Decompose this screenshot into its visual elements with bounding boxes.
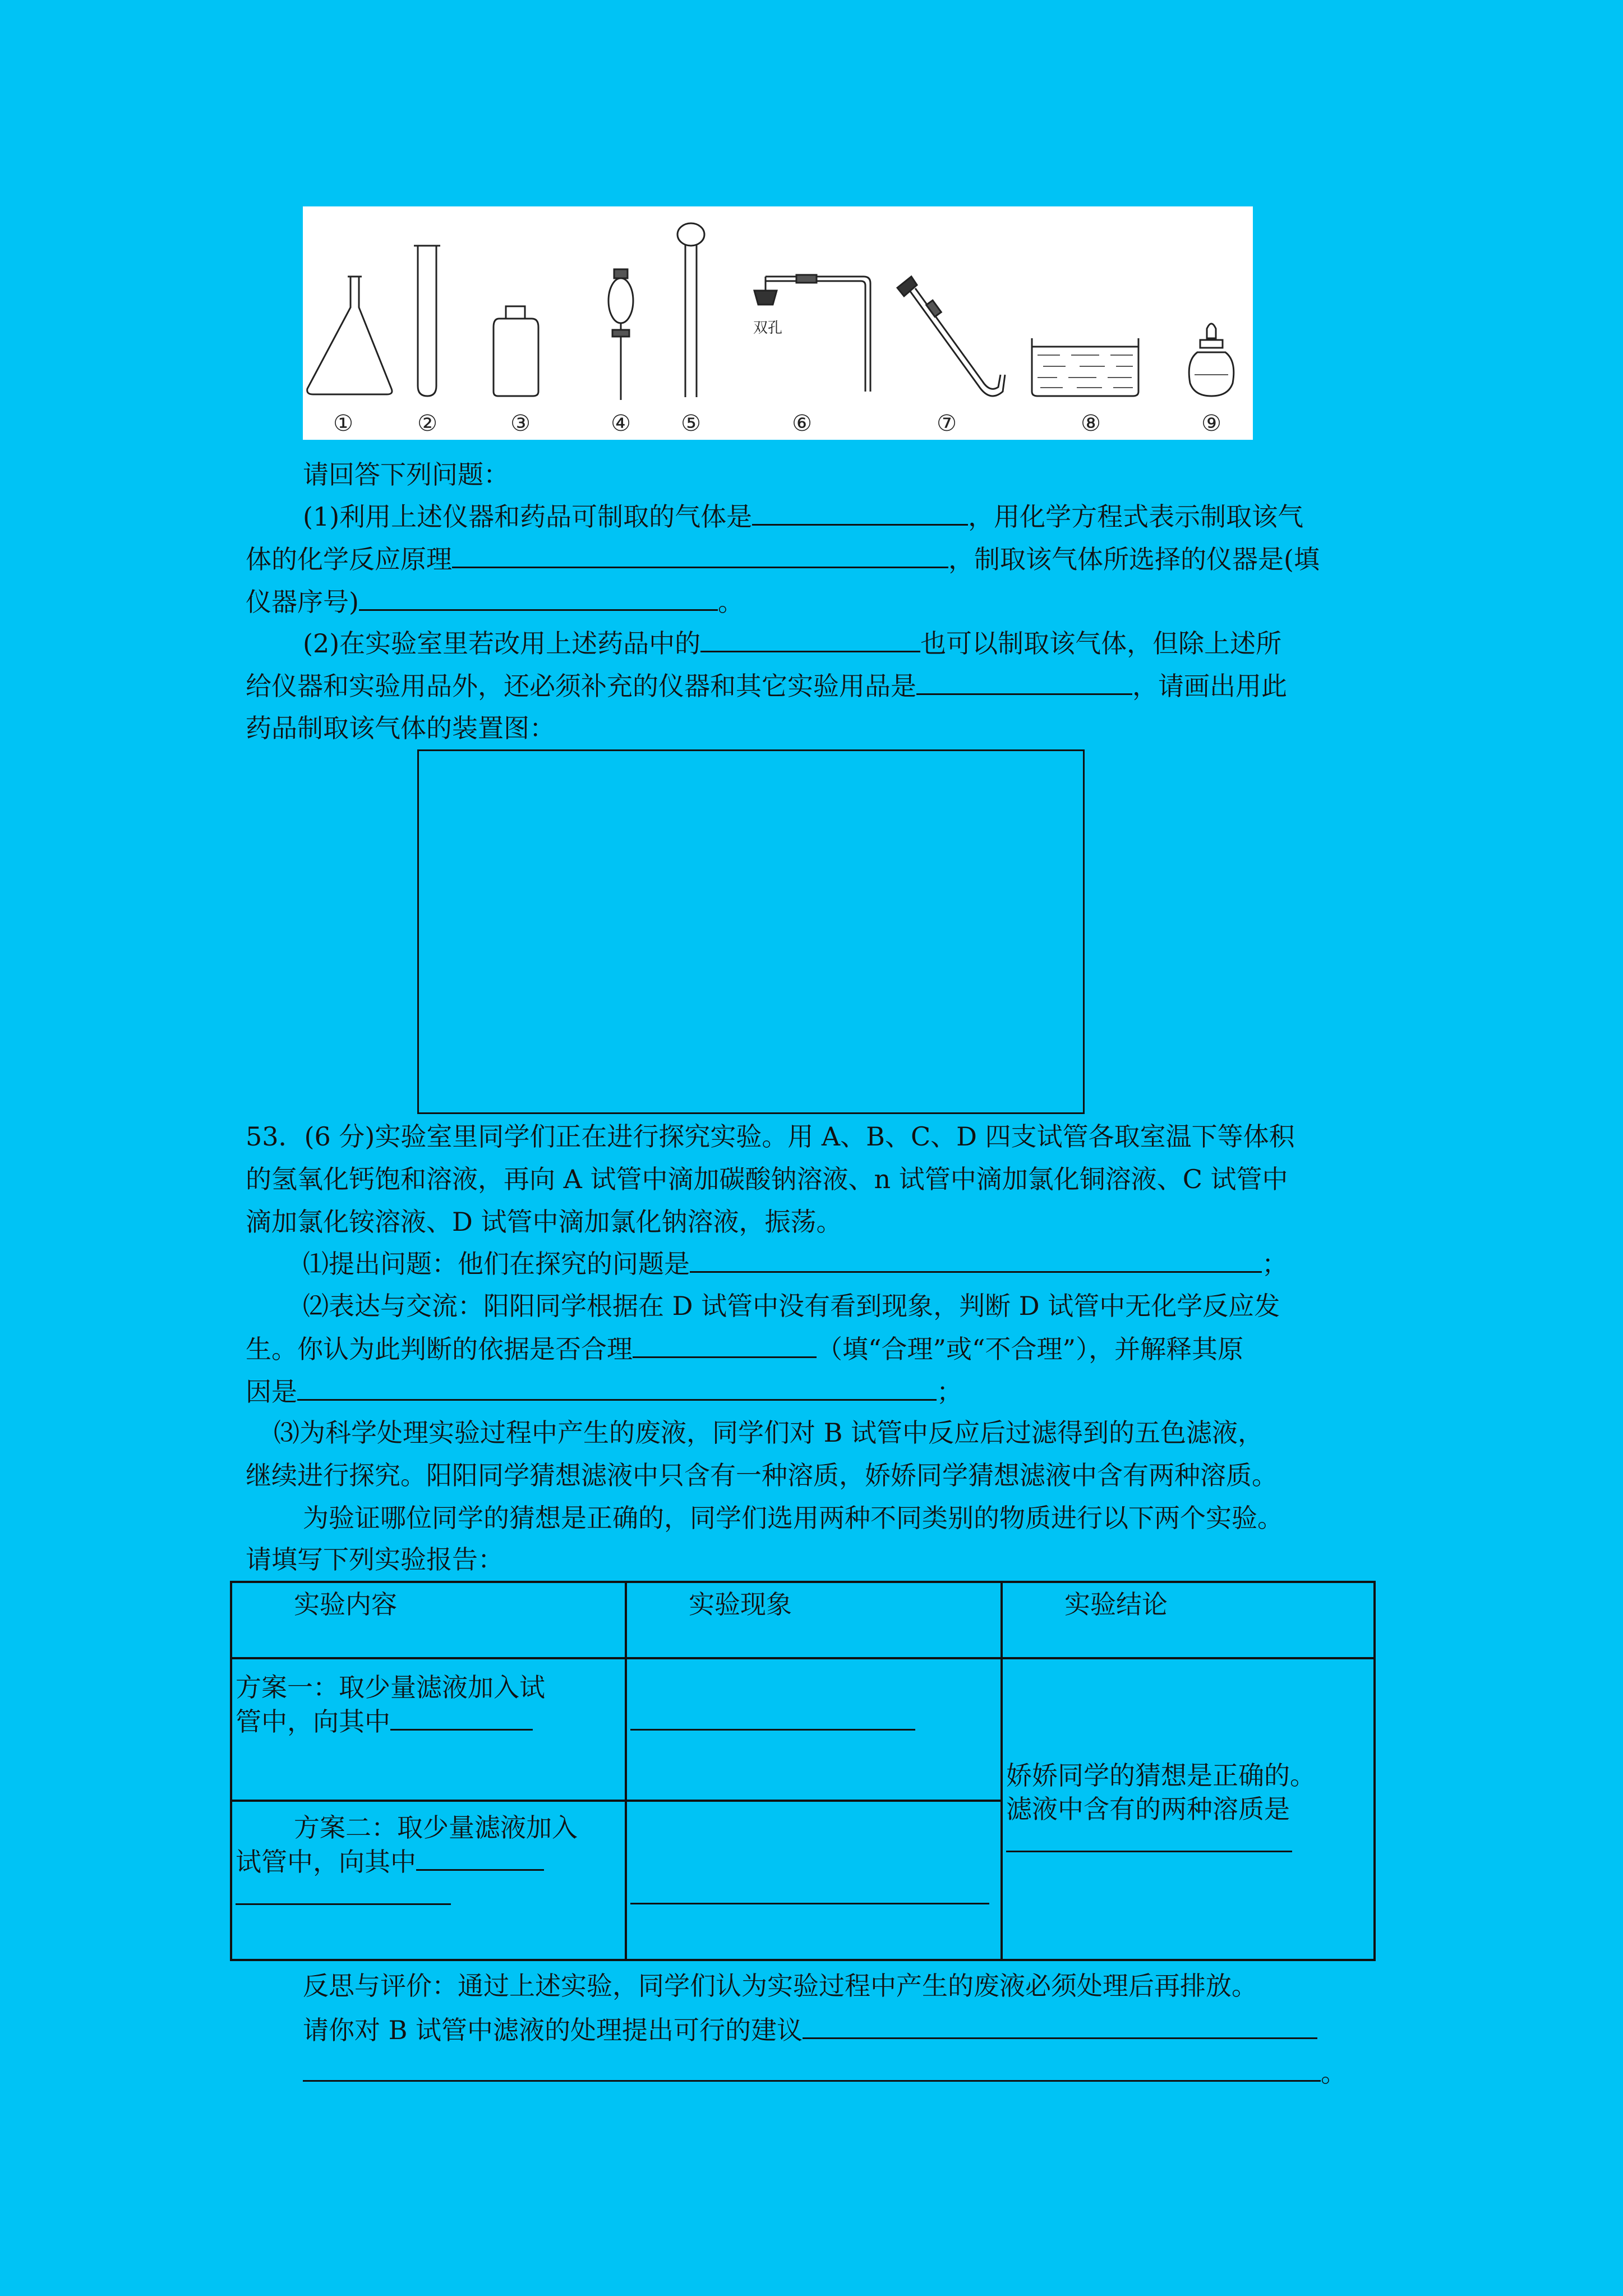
q2-text-2b: ，请画出用此 bbox=[1132, 671, 1287, 701]
suggestion-answer-blank-2[interactable] bbox=[303, 2055, 1321, 2082]
q1-line2 bbox=[246, 542, 1320, 576]
water-trough-icon bbox=[1032, 338, 1138, 396]
conclusion-line1: 娇娇同学的猜想是正确的。 bbox=[1006, 1760, 1316, 1791]
q53-part2-text-c: 因是 bbox=[246, 1377, 297, 1407]
q53-part1-end: ； bbox=[1262, 1249, 1288, 1279]
separatory-funnel-icon bbox=[608, 269, 633, 400]
q53-part3-line1: ⑶为科学处理实验过程中产生的废液，同学们对 B 试管中反应后过滤得到的五色滤液， bbox=[274, 1418, 1264, 1448]
supplies-answer-blank[interactable] bbox=[916, 669, 1132, 695]
gas-answer-blank[interactable] bbox=[752, 499, 968, 526]
reasonable-answer-blank[interactable] bbox=[633, 1332, 817, 1358]
plan2-reagent-blank-2[interactable] bbox=[236, 1879, 451, 1905]
plan2-line2: 试管中，向其中 bbox=[236, 1847, 416, 1877]
label-2: ② bbox=[417, 411, 437, 436]
q1-line1 bbox=[303, 499, 1303, 533]
label-1: ① bbox=[333, 411, 353, 436]
label-3: ③ bbox=[510, 411, 531, 436]
plan1-line2: 管中，向其中 bbox=[236, 1706, 390, 1737]
header-content: 实验内容 bbox=[231, 1582, 626, 1658]
plan2-phenomenon[interactable] bbox=[626, 1801, 1002, 1960]
header-phenomenon: 实验现象 bbox=[626, 1582, 1002, 1658]
reflect-end: 。 bbox=[1321, 2058, 1347, 2088]
table-row-plan1 bbox=[231, 1658, 1375, 1801]
test-tube-icon bbox=[414, 246, 440, 396]
label-7: ⑦ bbox=[937, 411, 957, 436]
q1-line3 bbox=[246, 585, 744, 619]
reagent-answer-blank[interactable] bbox=[700, 626, 920, 652]
q1-text-1b: ，用化学方程式表示制取该气 bbox=[968, 501, 1304, 532]
question-answer-blank[interactable] bbox=[690, 1246, 1262, 1273]
apparatus-drawing-box[interactable] bbox=[417, 749, 1085, 1114]
q1-text-1a: (1)利用上述仪器和药品可制取的气体是 bbox=[303, 501, 753, 532]
plan1-phenomenon[interactable] bbox=[626, 1658, 1002, 1801]
plan2-line1: 方案二：取少量滤液加入 bbox=[294, 1812, 578, 1843]
q53-part3-line2: 继续进行探究。阳阳同学猜想滤液中只含有一种溶质，娇娇同学猜想滤液中含有两种溶质。 bbox=[246, 1460, 1278, 1490]
conical-flask-icon bbox=[307, 277, 392, 394]
reflect-line3 bbox=[303, 2055, 1347, 2090]
reflect-line1: 反思与评价：通过上述实验，同学们认为实验过程中产生的废液必须处理后再排放。 bbox=[303, 1971, 1257, 2001]
experiment-report-table bbox=[230, 1581, 1376, 1961]
q53-line1: 53．(6 分)实验室里同学们正在进行探究实验。用 A、B、C、D 四支试管各取室温下等体积 bbox=[246, 1121, 1295, 1152]
label-4: ④ bbox=[611, 411, 631, 436]
conclusion-line2: 滤液中含有的两种溶质是 bbox=[1006, 1793, 1290, 1824]
q53-part3-line4: 请填写下列实验报告： bbox=[246, 1544, 504, 1575]
reflect-line2 bbox=[303, 2013, 1317, 2047]
q53-part2-text-a: 生。你认为此判断的依据是否合理 bbox=[246, 1334, 633, 1364]
q2-text-1b: 也可以制取该气体，但除上述所 bbox=[920, 628, 1282, 659]
reflect-text: 请你对 B 试管中滤液的处理提出可行的建议 bbox=[303, 2015, 803, 2045]
bent-delivery-tube-icon bbox=[897, 277, 1005, 396]
q2-line1 bbox=[303, 626, 1281, 660]
long-neck-funnel-icon bbox=[677, 223, 704, 397]
instrument-answer-blank[interactable] bbox=[359, 585, 718, 611]
plan2-content bbox=[231, 1801, 626, 1960]
q1-text-3a: 仪器序号) bbox=[246, 587, 359, 617]
q53-line3: 滴加氯化铵溶液、D 试管中滴加氯化钠溶液，振荡。 bbox=[246, 1207, 842, 1237]
header-conclusion: 实验结论 bbox=[1002, 1582, 1375, 1658]
conclusion-cell bbox=[1002, 1658, 1375, 1960]
q53-part3-line3: 为验证哪位同学的猜想是正确的，同学们选用两种不同类别的物质进行以下两个实验。 bbox=[303, 1503, 1283, 1533]
plan1-reagent-blank[interactable] bbox=[390, 1704, 533, 1731]
q2-line3: 药品制取该气体的装置图： bbox=[246, 713, 555, 743]
q53-part2-text-b: （填“合理”或“不合理”），并解释其原 bbox=[817, 1334, 1244, 1364]
plan2-reagent-blank[interactable] bbox=[416, 1844, 544, 1871]
intro-text: 请回答下列问题： bbox=[303, 459, 509, 490]
q53-part1 bbox=[303, 1246, 1288, 1281]
q2-line2 bbox=[246, 669, 1287, 703]
q53-part1-text: ⑴提出问题：他们在探究的问题是 bbox=[303, 1249, 690, 1279]
plan2-phenomenon-blank[interactable] bbox=[630, 1878, 989, 1904]
solutes-answer-blank[interactable] bbox=[1006, 1826, 1292, 1852]
q53-part2-end: ； bbox=[937, 1377, 962, 1407]
q2-text-2a: 给仪器和实验用品外，还必须补充的仪器和其它实验用品是 bbox=[246, 671, 916, 701]
label-9: ⑨ bbox=[1201, 411, 1221, 436]
q53-line2: 的氢氧化钙饱和溶液，再向 A 试管中滴加碳酸钠溶液、n 试管中滴加氯化铜溶液、C 试管中 bbox=[246, 1164, 1288, 1194]
q1-text-3b: 。 bbox=[717, 587, 744, 617]
reason-answer-blank[interactable] bbox=[297, 1374, 937, 1401]
equation-answer-blank[interactable] bbox=[452, 542, 948, 568]
plan1-line1: 方案一：取少量滤液加入试 bbox=[236, 1672, 545, 1703]
q53-part2-line2 bbox=[246, 1332, 1243, 1366]
q2-text-1a: (2)在实验室里若改用上述药品中的 bbox=[303, 628, 701, 659]
q1-text-2a: 体的化学反应原理 bbox=[246, 544, 452, 574]
suggestion-answer-blank[interactable] bbox=[803, 2013, 1317, 2039]
apparatus-figure bbox=[303, 206, 1253, 440]
stopper-label: 双孔 bbox=[753, 319, 783, 336]
alcohol-lamp-icon bbox=[1189, 324, 1234, 396]
plan1-phenomenon-blank[interactable] bbox=[630, 1704, 915, 1731]
q53-part2-line3 bbox=[246, 1374, 962, 1409]
table-header-row bbox=[231, 1582, 1375, 1658]
two-hole-stopper-tube-icon bbox=[753, 275, 870, 392]
label-8: ⑧ bbox=[1081, 411, 1101, 436]
reagent-bottle-icon bbox=[494, 306, 538, 396]
plan1-content bbox=[231, 1658, 626, 1801]
q1-text-2b: ，制取该气体所选择的仪器是(填 bbox=[948, 544, 1320, 574]
label-5: ⑤ bbox=[681, 411, 701, 436]
label-6: ⑥ bbox=[792, 411, 812, 436]
q53-part2-line1: ⑵表达与交流：阳阳同学根据在 D 试管中没有看到现象，判断 D 试管中无化学反应发 bbox=[303, 1291, 1280, 1321]
